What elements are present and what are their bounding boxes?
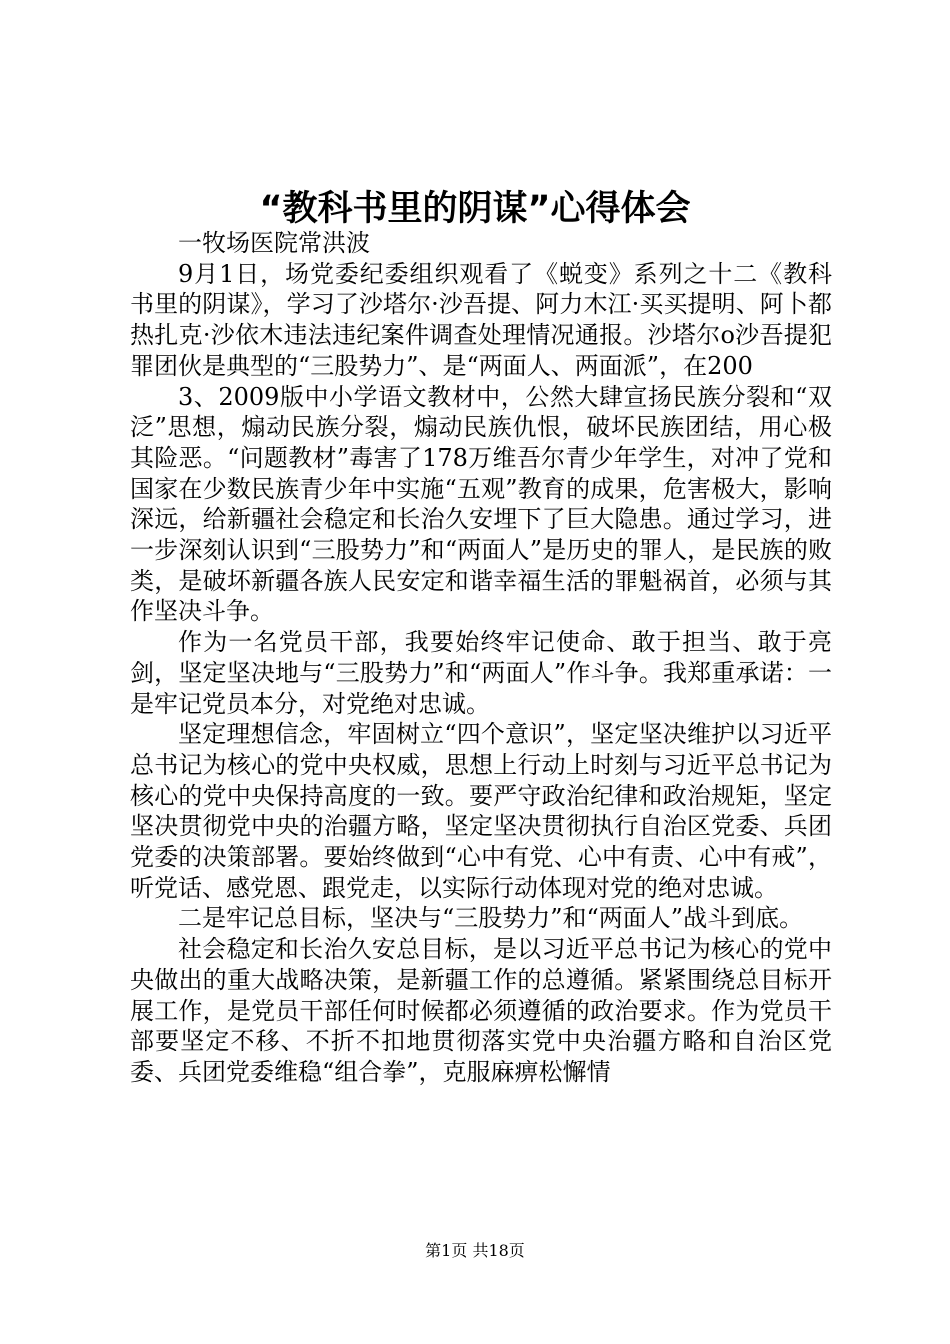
paragraph: 作为一名党员干部，我要始终牢记使命、敢于担当、敢于亮剑，坚定坚决地与“三股势力”和“两面人”作斗争。我郑重承诺：一是牢记党员本分，对党绝对忠诚。 (130, 628, 832, 718)
paragraph: 坚定理想信念，牢固树立“四个意识”，坚定坚决维护以习近平总书记为核心的党中央权威，思想上行动上时刻与习近平总书记为核心的党中央保持高度的一致。要严守政治纪律和政治规矩，坚定坚决贯彻党中央的治疆方略，坚定坚决贯彻执行自治区党委、兵团党委的决策部署。要始终做到“心中有党、心中有责、心中有戒”，听党话、感党恩、跟党走，以实际行动体现对党的绝对忠诚。 (130, 720, 832, 902)
author-line: 一牧场医院常洪波 (178, 229, 370, 257)
document-body (130, 228, 832, 1088)
paragraph: 3、2009版中小学语文教材中，公然大肆宣扬民族分裂和“双泛”思想，煽动民族分裂，煽动民族仇恨，破坏民族团结，用心极其险恶。“问题教材”毒害了178万维吾尔青少年学生，对冲了党和国家在少数民族青少年中实施“五观”教育的成果，危害极大，影响深远，给新疆社会稳定和长治久安埋下了巨大隐患。通过学习，进一步深刻认识到“三股势力”和“两面人”是历史的罪人，是民族的败类，是破坏新疆各族人民安定和谐幸福生活的罪魁祸首，必须与其作坚决斗争。 (130, 382, 832, 626)
paragraph: 9月1日，场党委纪委组织观看了《蜕变》系列之十二《教科书里的阴谋》，学习了沙塔尔·沙吾提、阿力木江·买买提明、阿卜都热扎克·沙依木违法违纪案件调查处理情况通报。沙塔尔o沙吾提犯罪团伙是典型的“三股势力”、是“两面人、两面派”，在200 (130, 259, 832, 380)
paragraph: 二是牢记总目标，坚决与“三股势力”和“两面人”战斗到底。 (178, 904, 804, 933)
page-footer: 第1页 共18页 (425, 1241, 525, 1260)
paragraph: 社会稳定和长治久安总目标，是以习近平总书记为核心的党中央做出的重大战略决策，是新疆工作的总遵循。紧紧围绕总目标开展工作，是党员干部任何时候都必须遵循的政治要求。作为党员干部要坚定不移、不折不扣地贯彻落实党中央治疆方略和自治区党委、兵团党委维稳“组合拳”，克服麻痹松懈情 (130, 935, 832, 1086)
document-title: “教科书里的阴谋”心得体会 (259, 189, 691, 229)
